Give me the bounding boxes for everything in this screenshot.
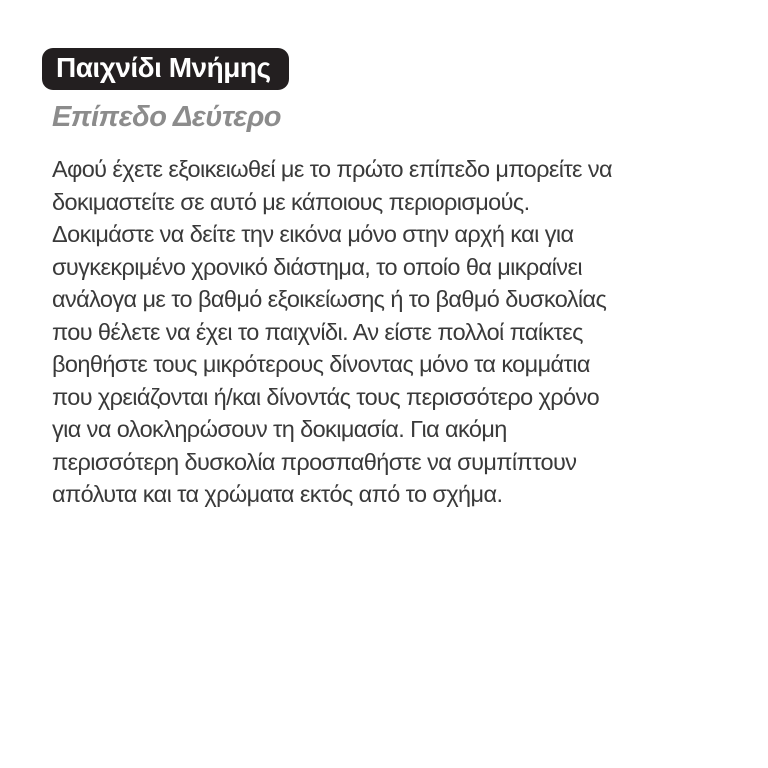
paragraph-line: που χρειάζονται ή/και δίνοντάς τους περισσότερο χρόνο bbox=[52, 383, 600, 410]
paragraph-line: Αφού έχετε εξοικειωθεί με το πρώτο επίπεδο μπορείτε να bbox=[52, 156, 612, 182]
paragraph-line: ανάλογα με το βαθμό εξοικείωσης ή το βαθμό δυσκολίας bbox=[52, 286, 607, 312]
paragraph-line: περισσότερη δυσκολία προσπαθήστε να συμπίπτουν bbox=[52, 448, 577, 475]
paragraph-line: βοηθήστε τους μικρότερους δίνοντας μόνο τα κομμάτια bbox=[52, 351, 590, 377]
memory-game-title-badge: Παιχνίδι Μνήμης bbox=[42, 48, 289, 90]
paragraph-line: δοκιμαστείτε σε αυτό με κάποιους περιορισμούς. bbox=[52, 188, 530, 215]
paragraph-line: που θέλετε να έχει το παιχνίδι. Αν είστε πολλοί παίκτες bbox=[52, 318, 583, 345]
paragraph-line: Δοκιμάστε να δείτε την εικόνα μόνο στην αρχή και για bbox=[52, 221, 574, 247]
paragraph-line: απόλυτα και τα χρώματα εκτός από το σχήμα. bbox=[52, 481, 503, 507]
level-subtitle: Επίπεδο Δεύτερο bbox=[52, 101, 281, 133]
instructions-paragraph bbox=[52, 153, 732, 511]
paragraph-line: συγκεκριμένο χρονικό διάστημα, το οποίο θα μικραίνει bbox=[52, 253, 582, 280]
paragraph-line: για να ολοκληρώσουν τη δοκιμασία. Για ακόμη bbox=[52, 416, 507, 442]
